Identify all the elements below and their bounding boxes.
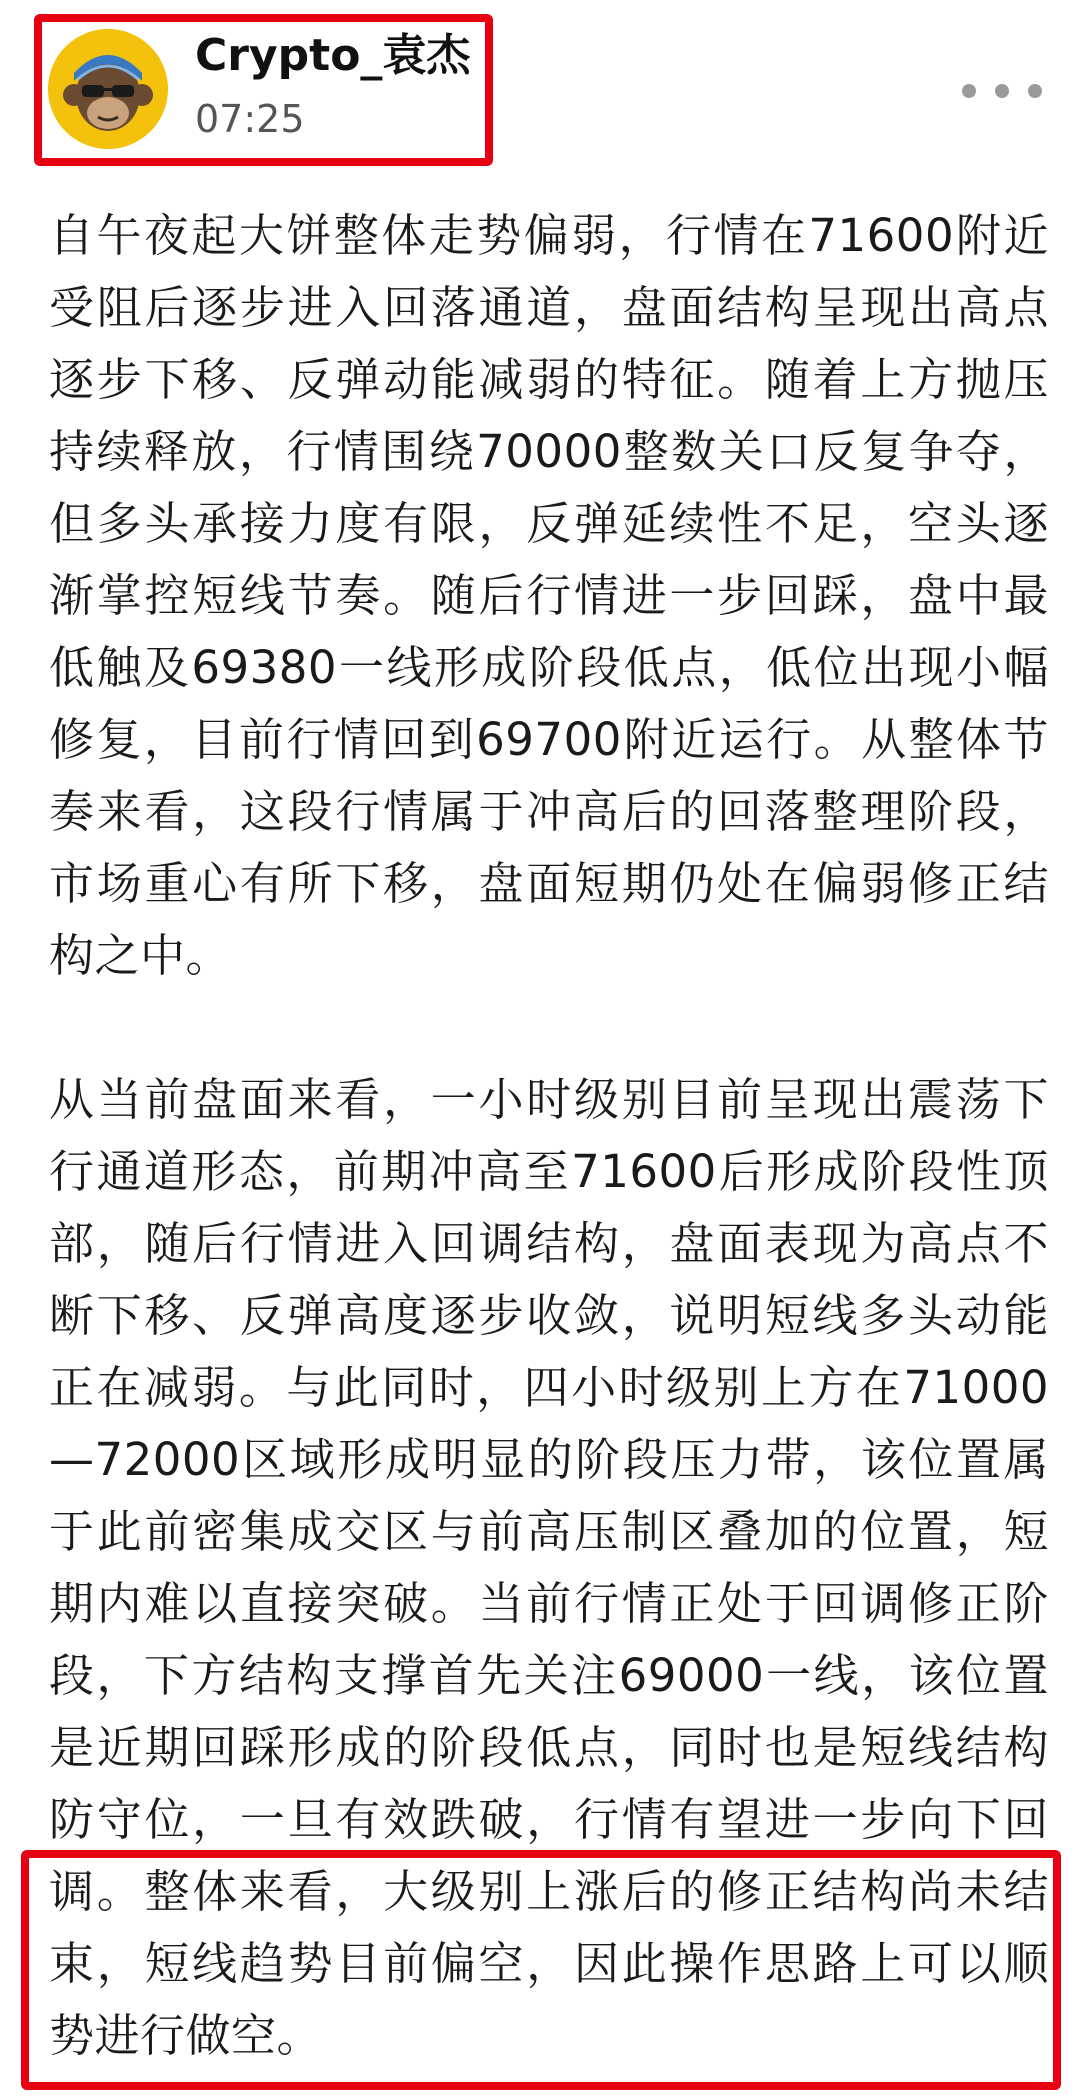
avatar-image (48, 29, 168, 149)
more-dots-icon[interactable] (962, 66, 1042, 116)
author-name[interactable]: Crypto_袁杰 (195, 30, 471, 81)
dot-icon (962, 84, 976, 98)
paragraph-2: 从当前盘面来看，一小时级别目前呈现出震荡下行通道形态，前期冲高至71600后形成阶段性顶部，随后行情进入回调结构，盘面表现为高点不断下移、反弹高度逐步收敛，说明短线多头动能正在减弱。与此同时，四小时级别上方在71000—72000区域形成明显的阶段压力带，该位置属于此前密集成交区与前高压制区叠加的位置，短期内难以直接突破。当前行情正处于回调修正阶段，下方结构支撑首先关注69000一线，该位置是近期回踩形成的阶段低点，同时也是短线结构防守位，一旦有效跌破，行情有望进一步向下回调。整体来看，大级别上涨后的修正结构尚未结束，短线趋势目前偏空，因此操作思路上可以顺势进行做空。 (49, 1073, 1049, 2062)
post-time: 07:25 (195, 97, 305, 141)
dot-icon (995, 84, 1009, 98)
paragraph-1: 自午夜起大饼整体走势偏弱，行情在71600附近受阻后逐步进入回落通道，盘面结构呈现出高点逐步下移、反弹动能减弱的特征。随着上方抛压持续释放，行情围绕70000整数关口反复争夺，但多头承接力度有限，反弹延续性不足，空头逐渐掌控短线节奏。随后行情进一步回踩，盘中最低触及69380一线形成阶段低点，低位出现小幅修复，目前行情回到69700附近运行。从整体节奏来看，这段行情属于冲高后的回落整理阶段，市场重心有所下移，盘面短期仍处在偏弱修正结构之中。 (49, 209, 1049, 982)
post-body (49, 200, 1049, 2072)
dot-icon (1028, 84, 1042, 98)
monkey-avatar-icon[interactable] (48, 29, 168, 149)
